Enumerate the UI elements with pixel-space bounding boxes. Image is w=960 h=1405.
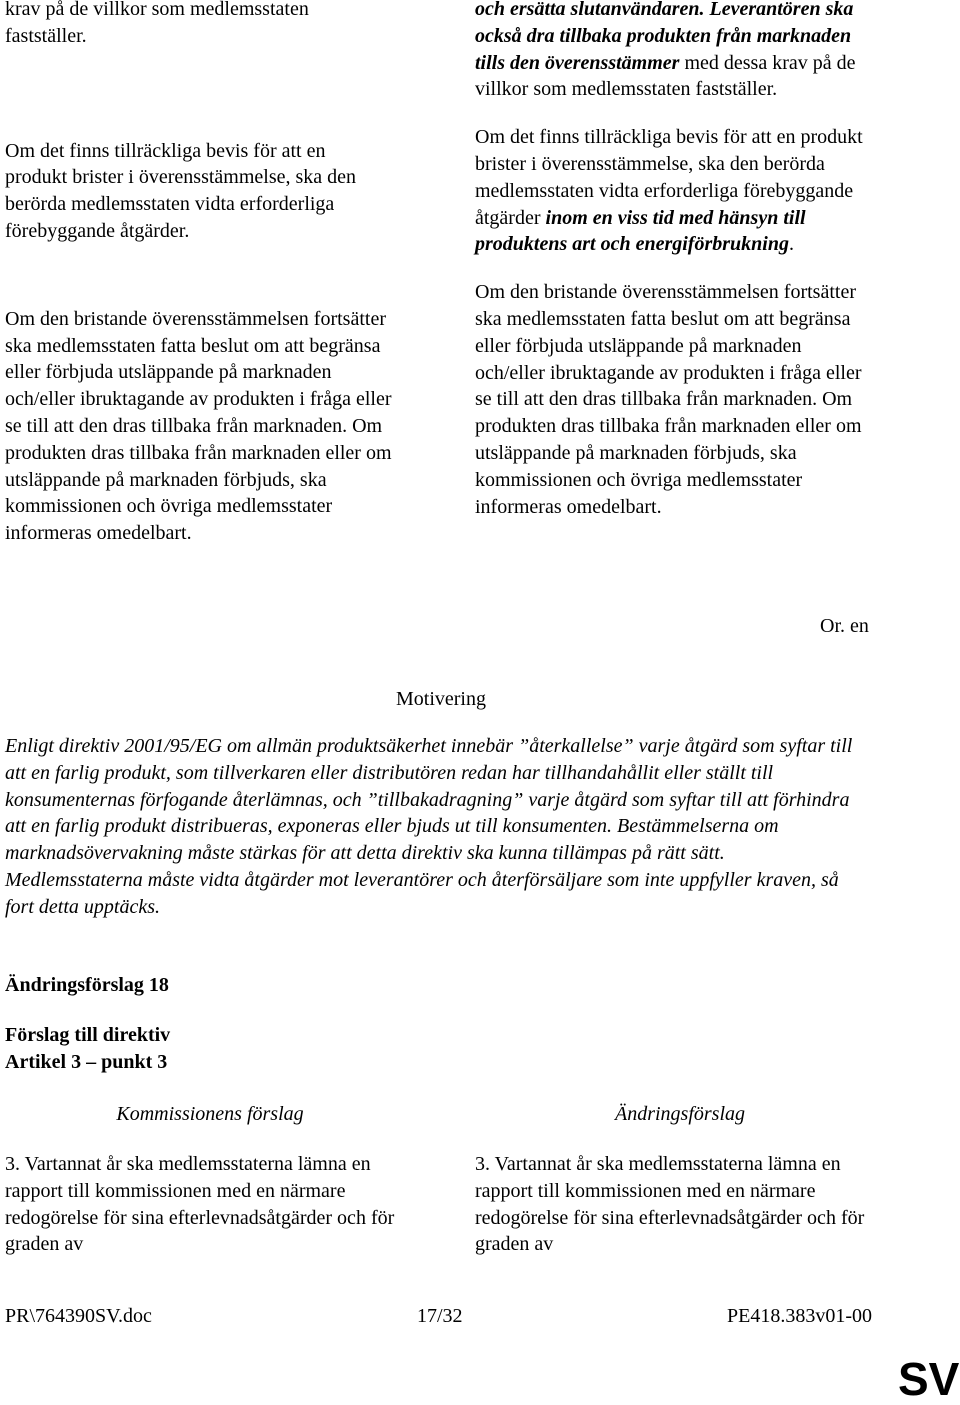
right-paragraph-1 xyxy=(475,0,885,103)
amendment-heading: Ändringsförslag xyxy=(614,1103,746,1125)
left-paragraph-1: krav på de villkor som medlemsstaten fastställer. xyxy=(5,0,309,47)
commission-text: 3. Vartannat år ska medlemsstaterna lämna en rapport till kommissionen med en närmare redogörelse för sina efterlevnadsåtgärder och för graden av xyxy=(5,1153,395,1256)
footer-reference: PE418.383v01-00 xyxy=(727,1305,872,1327)
justification-heading: Motivering xyxy=(396,688,486,710)
left-paragraph-2: Om det finns tillräckliga bevis för att en produkt brister i överensstämmelse, ska den berörda medlemsstaten vidta erforderliga förebyggande åtgärder. xyxy=(5,139,357,242)
right-column-top xyxy=(475,0,955,520)
right-paragraph-1-rest: med dessa krav på de villkor som medlemsstaten fastställer. xyxy=(475,51,856,101)
justification-text: Enligt direktiv 2001/95/EG om allmän produktsäkerhet innebär ”återkallelse” varje åtgärd som syftar till att en farlig produkt, som tillverkaren eller distributören redan har tillhandahållit eller ställt till konsumenternas förfogande återlämnas, och ”tillbakadragning” varje åtgärd som syftar till att förhindra att en farlig produkt distribueras, exponeras eller bjuds ut till konsumenten. Bestämmelserna om marknadsövervakning måste stärkas för att detta direktiv ska kunna tillämpas på rätt sätt. Medlemsstaterna måste vidta åtgärder mot leverantörer och återförsäljare som inte uppfyller kraven, så fort detta upptäcks. xyxy=(5,735,853,918)
right-paragraph-2-text: Om det finns tillräckliga bevis för att en produkt brister i överensstämmelse, ska den berörda medlemsstaten vidta erforderliga förebyggande åtgärder xyxy=(475,126,863,229)
footer-doc-name: PR\764390SV.doc xyxy=(5,1305,152,1327)
proposal-title: Förslag till direktiv xyxy=(5,1024,171,1046)
left-column-top xyxy=(5,0,445,547)
left-paragraph-3: Om den bristande överensstämmelsen fortsätter ska medlemsstaten fatta beslut om att begränsa eller förbjuda utsläppande på marknaden och/eller ibruktagande av produkten i fråga eller se till att den dras tillbaka från marknaden. Om produkten dras tillbaka från marknaden eller om utsläppande på marknaden förbjuds, ska kommissionen och övriga medlemsstater informeras omedelbart. xyxy=(5,307,392,545)
amendment-text: 3. Vartannat år ska medlemsstaterna lämna en rapport till kommissionen med en närmare redogörelse för sina efterlevnadsåtgärder och för graden av xyxy=(475,1153,865,1256)
amendment-number: Ändringsförslag 18 xyxy=(5,974,169,996)
right-paragraph-2-added-text: inom en viss tid med hänsyn till produktens art och energiförbrukning xyxy=(475,206,806,256)
footer-language-code: SV xyxy=(898,1353,960,1405)
original-language: Or. en xyxy=(820,615,869,637)
footer-page-number: 17/32 xyxy=(417,1305,463,1327)
right-paragraph-2-end: . xyxy=(788,233,794,256)
right-paragraph-2 xyxy=(475,124,875,258)
right-paragraph-3: Om den bristande överensstämmelsen fortsätter ska medlemsstaten fatta beslut om att begränsa eller förbjuda utsläppande på marknaden och/eller ibruktagande av produkten i fråga eller se till att den dras tillbaka från marknaden. Om produkten dras tillbaka från marknaden eller om utsläppande på marknaden förbjuds, ska kommissionen och övriga medlemsstater informeras omedelbart. xyxy=(475,281,862,518)
right-paragraph-1-added-text: och ersätta slutanvändaren. Leverantören ska också dra tillbaka produkten från marknaden tills den överensstämmer xyxy=(475,0,854,74)
article-reference: Artikel 3 – punkt 3 xyxy=(5,1051,168,1073)
commission-proposal-heading: Kommissionens förslag xyxy=(116,1103,304,1125)
